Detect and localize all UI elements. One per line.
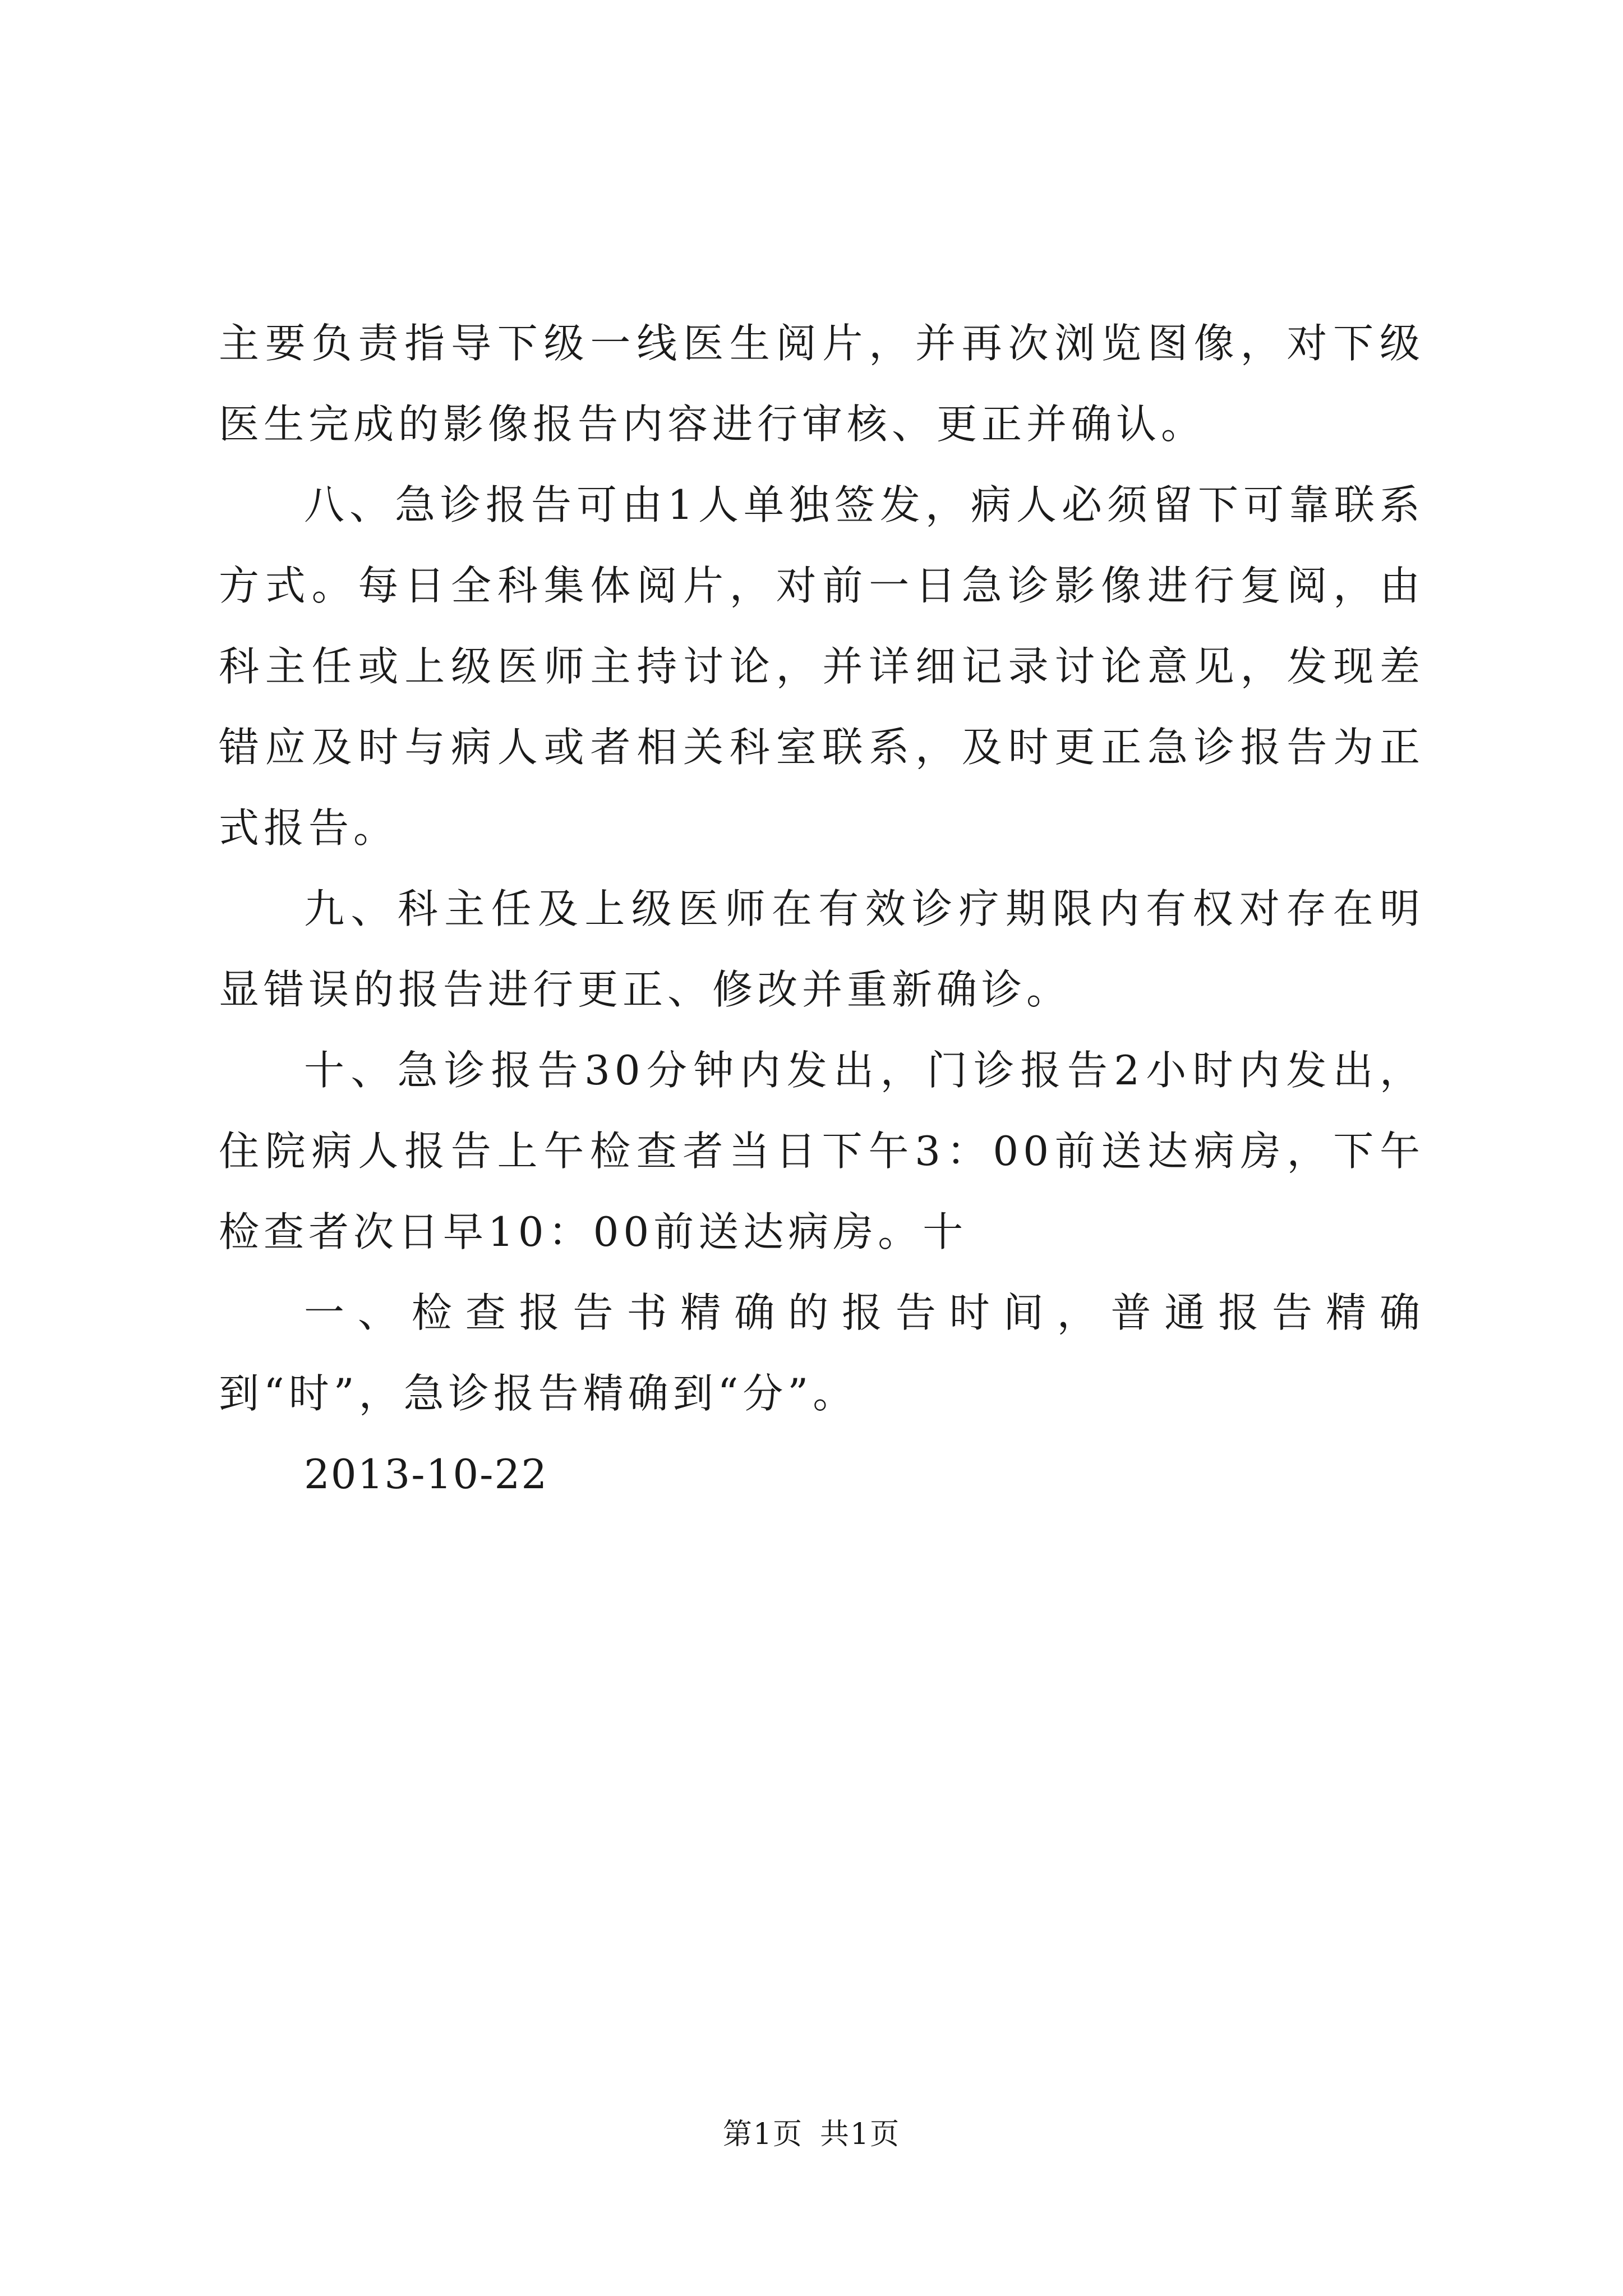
paragraph-item-8: 八、急诊报告可由1人单独签发，病人必须留下可靠联系方式。每日全科集体阅片，对前一日急诊影像进行复阅，由科主任或上级医师主持讨论，并详细记录讨论意见，发现差错应及时与病人或者相关科室联系，及时更正急诊报告为正式报告。 xyxy=(219,481,1424,852)
paragraph-item-9: 九、科主任及上级医师在有效诊疗期限内有权对存在明显错误的报告进行更正、修改并重新确诊。 xyxy=(219,885,1424,1013)
page-footer xyxy=(0,2115,1623,2154)
document-date: 2013-10-22 xyxy=(304,1451,548,1498)
document-body xyxy=(219,303,1424,1515)
page-number: 第1页 xyxy=(722,2118,803,2151)
paragraph-item-11: 一、检查报告书精确的报告时间，普通报告精确到“时”，急诊报告精确到“分”。 xyxy=(219,1289,1424,1417)
paragraph-item-10: 十、急诊报告30分钟内发出，门诊报告2小时内发出，住院病人报告上午检查者当日下午3：00前送达病房，下午检查者次日早10：00前送达病房。十 xyxy=(219,1047,1424,1255)
paragraph-continuation: 主要负责指导下级一线医生阅片，并再次浏览图像，对下级医生完成的影像报告内容进行审核、更正并确认。 xyxy=(219,320,1424,448)
page-total: 共1页 xyxy=(820,2118,901,2151)
